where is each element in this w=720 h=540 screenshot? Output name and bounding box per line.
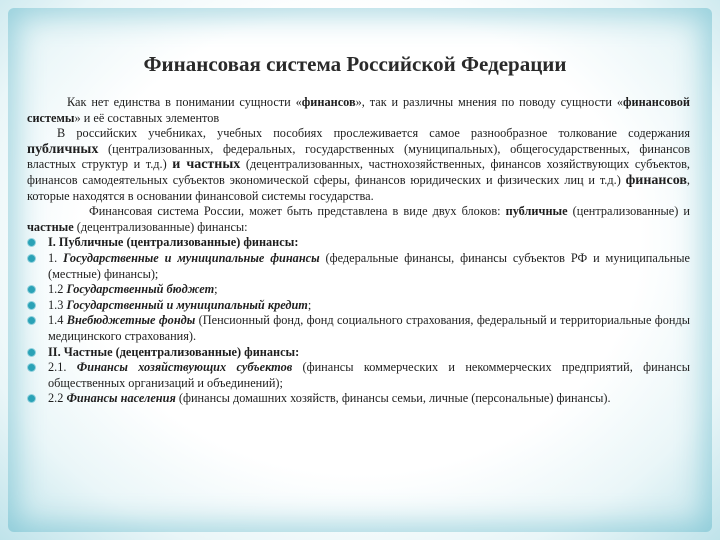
p2-text-e: (децентрализованных, частнохозяйственных, финансов хозяйствующих субъектов, финансов самодеятельных субъектов экономической сферы, финансов юридических и физических лиц и т.д.) [27, 157, 690, 187]
round-bullet-icon [28, 255, 35, 262]
list-item-business-finances [27, 360, 690, 391]
p2-text-g: , которые находятся в основании финансовой системы государства. [27, 172, 690, 203]
round-bullet-icon [28, 317, 35, 324]
p3-text-a: Финансовая система России, может быть представлена в виде двух блоков: [89, 204, 506, 219]
round-bullet-icon [28, 302, 35, 309]
item-number: 1.4 [48, 313, 67, 328]
list-item-public-finances [27, 235, 690, 251]
item-number: 1. [48, 250, 64, 265]
p2-term-private: и частных [172, 157, 241, 173]
round-bullet-icon [28, 239, 35, 246]
p1-text-c: », так и различны мнения по поводу сущности « [355, 95, 623, 109]
list-item-state-municipal-finances [27, 251, 690, 282]
finance-structure-list [27, 235, 690, 407]
item-description: (Пенсионный фонд, фонд социального страхования, федеральный и территориальные фонды медицинского страхования). [48, 313, 690, 343]
round-bullet-icon [28, 364, 35, 371]
item-heading: II. Частные (децентрализованные) финансы: [48, 344, 300, 359]
p1-text-e: » и её составных элементов [74, 110, 220, 125]
item-number: 2.2 [48, 391, 67, 406]
item-description: (финансы коммерческих и некоммерческих предприятий, финансы общественных организаций и объединений); [48, 360, 690, 390]
item-term: Внебюджетные фонды [66, 313, 196, 328]
item-description: ; [214, 282, 218, 297]
p2-text-c: (централизованных, федеральных, государственных (муниципальных), общегосударственных, финансов властных структур и т.д.) [27, 141, 690, 172]
p1-term-finances: финансов [301, 95, 356, 109]
item-term: Финансы хозяйствующих субъектов [76, 360, 293, 375]
p2-term-public: публичных [27, 141, 99, 157]
item-description: ; [307, 297, 312, 312]
paragraph-2 [27, 126, 690, 204]
item-term: Финансы населения [66, 391, 176, 406]
list-item-private-finances [27, 345, 690, 361]
item-number: 2.1. [48, 360, 77, 375]
slide-body [27, 95, 690, 407]
paragraph-3 [27, 204, 690, 235]
list-item-state-budget [27, 282, 690, 298]
p3-term-public: публичные [505, 204, 568, 219]
p1-term-financial-system: финансовой системы [27, 95, 690, 125]
list-item-extrabudgetary-funds [27, 313, 690, 344]
item-heading: I. Публичные (централизованные) финансы: [48, 235, 299, 250]
item-number: 1.2 [48, 282, 67, 297]
round-bullet-icon [28, 286, 35, 293]
p2-text-a: В российских учебниках, учебных пособиях прослеживается самое разнообразное толкование содержания [57, 126, 690, 141]
p3-text-c: (централизованные) и [567, 204, 690, 219]
item-term: Государственный и муниципальный кредит [66, 297, 308, 312]
item-term: Государственные и муниципальные финансы [63, 250, 320, 265]
item-description: (финансы домашних хозяйств, финансы семьи, личные (персональные) финансы). [175, 391, 611, 406]
item-description: (федеральные финансы, финансы субъектов РФ и муниципальные (местные) финансы); [48, 250, 691, 281]
p1-text-a: Как нет единства в понимании сущности « [67, 95, 302, 109]
slide-title: Финансовая система Российской Федерации [143, 52, 567, 76]
list-item-state-credit [27, 298, 690, 314]
item-number: 1.3 [48, 297, 67, 312]
round-bullet-icon [28, 395, 35, 402]
item-term: Государственный бюджет [66, 282, 215, 297]
list-item-household-finances [27, 391, 690, 407]
p2-term-finances: финансов [625, 172, 687, 188]
paragraph-1 [27, 95, 690, 126]
p3-term-private: частные [27, 219, 74, 234]
round-bullet-icon [28, 349, 35, 356]
p3-text-e: (децентрализованные) финансы: [73, 219, 248, 234]
